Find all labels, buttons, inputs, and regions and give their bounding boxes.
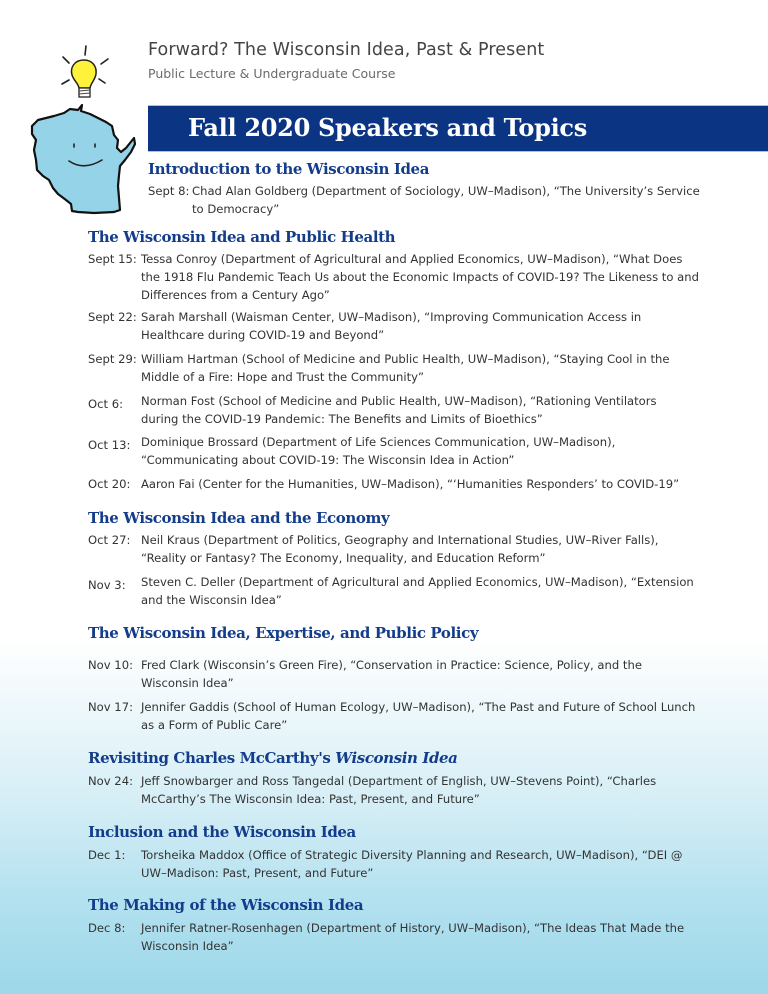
entry-date: Nov 17: (88, 700, 133, 714)
entry-date: Nov 24: (88, 774, 133, 788)
entry-date: Oct 27: (88, 533, 131, 547)
entry-line: during the COVID-19 Pandemic: The Benefits and Limits of Bioethics” (141, 412, 543, 426)
entry-date: Oct 6: (88, 397, 124, 411)
entry-line: Aaron Fai (Center for the Humanities, UW–Madison), “‘Humanities Responders’ to COVID-19” (141, 477, 680, 491)
section-heading: Inclusion and the Wisconsin Idea (88, 823, 356, 841)
section-heading: The Wisconsin Idea and the Economy (88, 509, 390, 527)
entry-line: Jennifer Ratner-Rosenhagen (Department of History, UW–Madison), “The Ideas That Made the (141, 921, 685, 935)
entry-line: Wisconsin Idea” (141, 939, 234, 953)
entry-date: Sept 8: (148, 184, 190, 198)
entry-date: Sept 22: (88, 310, 137, 324)
entry-line: “Reality or Fantasy? The Economy, Inequality, and Education Reform” (141, 551, 546, 565)
entry-date: Oct 20: (88, 477, 131, 491)
entry-line: McCarthy’s The Wisconsin Idea: Past, Present, and Future” (141, 792, 480, 806)
entry-date: Dec 1: (88, 848, 126, 862)
entry-line: Steven C. Deller (Department of Agricultural and Applied Economics, UW–Madison), “Extension (141, 575, 694, 589)
entry-line: Tessa Conroy (Department of Agricultural and Applied Economics, UW–Madison), “What Does (141, 252, 683, 266)
section-heading: The Making of the Wisconsin Idea (88, 896, 364, 914)
entry-line: Wisconsin Idea” (141, 676, 234, 690)
entry-date: Sept 29: (88, 352, 137, 366)
entry-line: to Democracy” (192, 202, 280, 216)
entry-line: Neil Kraus (Department of Politics, Geography and International Studies, UW–River Falls), (141, 533, 659, 547)
entry-line: Jeff Snowbarger and Ross Tangedal (Department of English, UW–Stevens Point), “Charles (141, 774, 657, 788)
entry-line: Differences from a Century Ago” (141, 288, 330, 302)
section-heading: The Wisconsin Idea and Public Health (88, 228, 396, 246)
entry-date: Sept 15: (88, 252, 137, 266)
entry-date: Dec 8: (88, 921, 126, 935)
entry-date: Nov 10: (88, 658, 133, 672)
entry-line: Torsheika Maddox (Office of Strategic Diversity Planning and Research, UW–Madison), “DEI @ (141, 848, 683, 862)
banner-title: Fall 2020 Speakers and Topics (188, 113, 587, 142)
section-heading: Introduction to the Wisconsin Idea (148, 160, 430, 178)
entry-line: William Hartman (School of Medicine and Public Health, UW–Madison), “Staying Cool in the (141, 352, 670, 366)
entry-line: UW–Madison: Past, Present, and Future” (141, 866, 374, 880)
entry-line: the 1918 Flu Pandemic Teach Us about the Economic Impacts of COVID-19? The Likeness to and (141, 270, 699, 284)
entry-line: Chad Alan Goldberg (Department of Sociology, UW–Madison), “The University’s Service (192, 184, 700, 198)
entry-date: Oct 13: (88, 438, 131, 452)
entry-line: as a Form of Public Care” (141, 718, 288, 732)
section-heading (88, 749, 458, 767)
semester-banner (148, 105, 768, 152)
entry-line: Healthcare during COVID-19 and Beyond” (141, 328, 385, 342)
entry-date: Nov 3: (88, 578, 126, 592)
section-heading-italic: Wisconsin Idea (335, 749, 458, 767)
entry-line: “Communicating about COVID-19: The Wisconsin Idea in Action” (141, 453, 515, 467)
course-title: Forward? The Wisconsin Idea, Past & Present (148, 40, 545, 60)
entry-line: Jennifer Gaddis (School of Human Ecology, UW–Madison), “The Past and Future of School Lunch (141, 700, 696, 714)
course-subtitle: Public Lecture & Undergraduate Course (148, 66, 396, 81)
entry-line: Norman Fost (School of Medicine and Public Health, UW–Madison), “Rationing Ventilators (141, 394, 657, 408)
entry-line: Fred Clark (Wisconsin’s Green Fire), “Conservation in Practice: Science, Policy, and the (141, 658, 642, 672)
entry-line: Dominique Brossard (Department of Life Sciences Communication, UW–Madison), (141, 435, 616, 449)
section-heading: The Wisconsin Idea, Expertise, and Public Policy (88, 624, 479, 642)
entry-line: Middle of a Fire: Hope and Trust the Community” (141, 370, 424, 384)
entry-line: and the Wisconsin Idea” (141, 593, 282, 607)
entry-line: Sarah Marshall (Waisman Center, UW–Madison), “Improving Communication Access in (141, 310, 642, 324)
wisconsin-smiley-lightbulb-icon (22, 40, 142, 220)
section-heading-text: Revisiting Charles McCarthy's (88, 749, 336, 767)
